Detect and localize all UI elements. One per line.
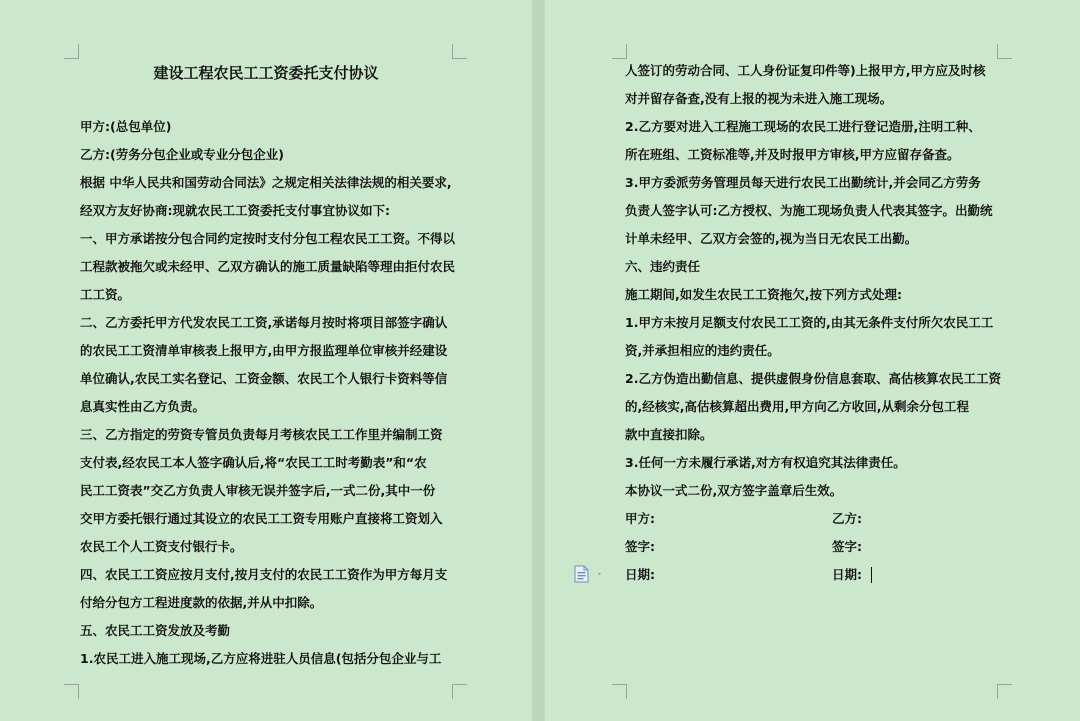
document-line: 根据 中华人民共和国劳动合同法》之规定相关法律法规的相关要求, <box>80 175 452 190</box>
document-line: 人签订的劳动合同、工人身份证复印件等)上报甲方,甲方应及时核 <box>625 63 986 78</box>
document-line: 2.乙方要对进入工程施工现场的农民工进行登记造册,注明工种、 <box>625 119 981 134</box>
margin-corner-mark <box>612 684 627 699</box>
text-cursor <box>871 567 872 583</box>
sign-b-label: 签字: <box>832 539 862 554</box>
document-line: 二、乙方委托甲方代发农民工工资,承诺每月按时将项目部签字确认 <box>80 315 448 330</box>
page-gutter <box>532 0 545 721</box>
document-line: 单位确认,农民工实名登记、工资金额、农民工个人银行卡资料等信 <box>80 371 448 386</box>
document-line: 民工工资表”交乙方负责人审核无误并签字后,一式二份,其中一份 <box>80 483 436 498</box>
document-line: 交甲方委托银行通过其设立的农民工工资专用账户直接将工资划入 <box>80 511 443 526</box>
document-line: 2.乙方伪造出勤信息、提供虚假身份信息套取、高估核算农民工工资 <box>625 371 1001 386</box>
document-line: 四、农民工工资应按月支付,按月支付的农民工工资作为甲方每月支 <box>80 567 448 582</box>
document-line: 计单未经甲、乙双方会签的,视为当日无农民工出勤。 <box>625 231 918 246</box>
sign-a-label: 签字: <box>625 539 655 554</box>
document-line: 施工期间,如发生农民工工资拖欠,按下列方式处理: <box>625 287 902 302</box>
document-line: 3.任何一方未履行承诺,对方有权追究其法律责任。 <box>625 455 906 470</box>
document-line: 乙方:(劳务分包企业或专业分包企业) <box>80 147 284 162</box>
document-options-icon[interactable] <box>574 565 604 583</box>
document-line: 的农民工工资清单审核表上报甲方,由甲方报监理单位审核并经建设 <box>80 343 448 358</box>
margin-corner-mark <box>64 684 79 699</box>
party-a-label: 甲方: <box>625 511 655 526</box>
document-line: 款中直接扣除。 <box>625 427 713 442</box>
document-line: 六、违约责任 <box>625 259 701 274</box>
document-line: 所在班组、工资标准等,并及时报甲方审核,甲方应留存备查。 <box>625 147 960 162</box>
document-line: 五、农民工工资发放及考勤 <box>80 623 231 638</box>
party-b-label: 乙方: <box>832 511 862 526</box>
document-title: 建设工程农民工工资委托支付协议 <box>153 64 379 82</box>
margin-corner-mark <box>452 44 467 59</box>
document-line: 经双方友好协商:现就农民工工资委托支付事宜协议如下: <box>80 203 390 218</box>
document-line: 对并留存备查,没有上报的视为未进入施工现场。 <box>625 91 893 106</box>
document-line: 一、甲方承诺按分包合同约定按时支付分包工程农民工工资。不得以 <box>80 231 456 246</box>
document-line: 3.甲方委派劳务管理员每天进行农民工出勤统计,并会同乙方劳务 <box>625 175 981 190</box>
document-line: 的,经核实,高估核算超出费用,甲方向乙方收回,从剩余分包工程 <box>625 399 969 414</box>
document-line: 支付表,经农民工本人签字确认后,将“农民工工时考勤表”和“农 <box>80 455 427 470</box>
document-line: 1.农民工进入施工现场,乙方应将进驻人员信息(包括分包企业与工 <box>80 651 442 666</box>
document-line: 工工资。 <box>80 287 131 302</box>
margin-corner-mark <box>452 684 467 699</box>
document-line: 农民工个人工资支付银行卡。 <box>80 539 243 554</box>
document-line: 甲方:(总包单位) <box>80 119 172 134</box>
margin-corner-mark <box>997 44 1012 59</box>
document-line: 付给分包方工程进度款的依据,并从中扣除。 <box>80 595 323 610</box>
document-line: 资,并承担相应的违约责任。 <box>625 343 780 358</box>
document-line: 本协议一式二份,双方签字盖章后生效。 <box>625 483 843 498</box>
document-line: 工程款被拖欠或未经甲、乙双方确认的施工质量缺陷等理由拒付农民 <box>80 259 456 274</box>
date-b-label: 日期: <box>832 567 862 582</box>
date-a-label: 日期: <box>625 567 655 582</box>
document-line: 息真实性由乙方负责。 <box>80 399 206 414</box>
margin-corner-mark <box>997 684 1012 699</box>
document-line: 负责人签字认可:乙方授权、为施工现场负责人代表其签字。出勤统 <box>625 203 993 218</box>
margin-corner-mark <box>64 44 79 59</box>
document-line: 1.甲方未按月足额支付农民工工资的,由其无条件支付所欠农民工工 <box>625 315 994 330</box>
document-line: 三、乙方指定的劳资专管员负责每月考核农民工工作里并编制工资 <box>80 427 443 442</box>
margin-corner-mark <box>612 44 627 59</box>
